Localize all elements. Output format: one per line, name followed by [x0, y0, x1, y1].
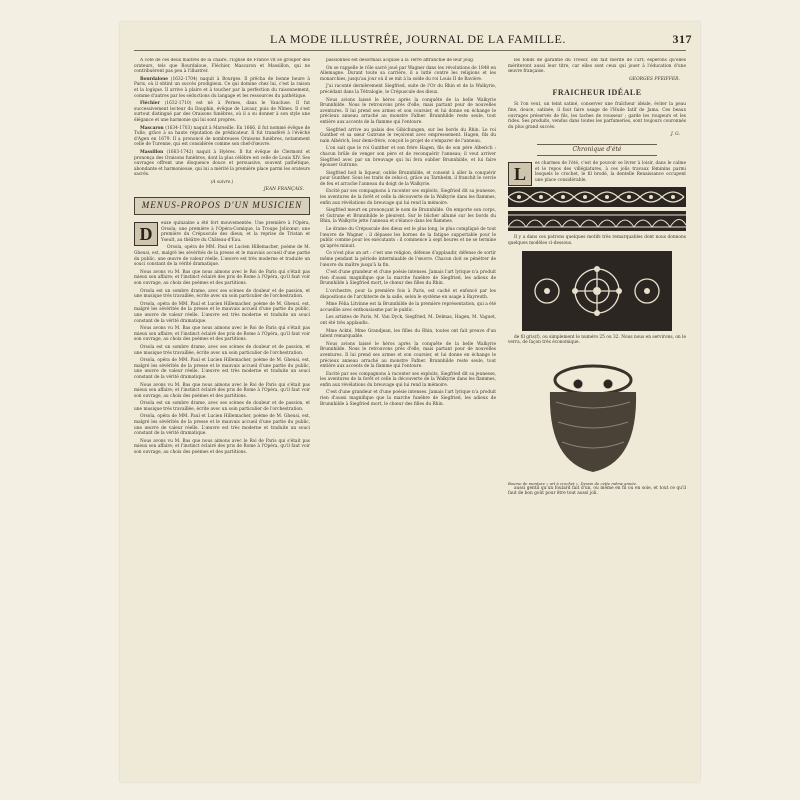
paragraph: Ce n'est plus un art : c'est une religion, défense d'applaudir, défense de sortir même pendant la période interminable de l'œuvre. Chacun doit se pénétrer de l'œuvre du maître jusqu'à la fin.	[320, 251, 496, 268]
paragraph: L'on sait que le roi Gunther et son frère Hagen, fils de son père Alberich : chacun brûle de venger son père et de reconquérir l'anneau; il veut arriver Siegfried avec par un breuvage qui lui fera oublier Brunnhilde, et lui faire épouser Gutrune.	[320, 146, 496, 169]
text-massillon: (1663-1742) naquit à Hyères. Il fut évêque de Clermont et prononça des Oraisons funèbres, dont la plus célèbre est celle de Louis XIV. Ses ouvrages offrent une éloquence douce et persuasive, souvent pathétique, abondante et harmonieuse, qui lui a mérité la première place parmi les orateurs sacrés.	[134, 149, 310, 178]
paragraph: Nous avons vu M. Bas que nous aimons avec le Roi de Paris qui s'était pas mieux son affaire; et l'instinct éclairé des pris de Rome à l'Opéra, qu'il faut voir son ouvrage, au choix des poèmes et des partitions.	[134, 382, 310, 399]
paragraph: C'est d'une grandeur et d'une poésie intenses. Jamais l'art lyrique n'a produit rien d'aussi magnifique que la marche funèbre de Siegfried, les adieux de Brunnhilde à Siegfried mort, le chœur des filles du Rhin.	[320, 390, 496, 407]
paragraph-chronique-intro	[508, 161, 686, 183]
paragraph: Siegfried boit la liqueur, oublie Brunnhilde, et consent à aller la conquérir pour Gunther. Sous les traits de celui-ci, grâce au Tarnhelm, il franchit le cercle de feu et arrache l'anneau du doigt de la Walkyrie.	[320, 170, 496, 187]
purse-illustration	[538, 352, 648, 477]
name-bourdaloue: Bourdaloue	[140, 76, 169, 82]
illustration-caption: Bourse de monture « art à crochet ». Dessin de cette même année.	[508, 480, 638, 486]
paragraph: Orsola est un sombre drame, avec ses scènes de douleur et de passion, et une musique très travaillée, écrite avec un soin particulier de l'orchestration.	[134, 401, 310, 412]
name-massillon: Massillon	[140, 149, 164, 155]
signature-initials: J. G.	[670, 132, 680, 138]
paragraph-bourdaloue	[134, 77, 310, 99]
paragraph: Excité par ses compagnons à raconter ses exploits, Siegfried dit sa jeunesse, les aventures de la forêt et celle la découverte de la Walkyrie dans les flammes, enfin aux révélations du breuvage qui lui rend la mémoire.	[320, 189, 496, 206]
name-flechier: Fléchier	[140, 101, 160, 107]
paragraph: Nous avions laissé le héros après la conquête de la belle Walkyrie Brunnhilde. Nous le retrouvons près d'elle, mais partant pour de nouvelles aventures. Il lui prend ses armes et son coursier, et lui donne en échange le précieux anneau arraché au monstre Fafner. Brunnhilde reste seule, tout entière aux accents de la flamme qui l'entoure.	[320, 341, 496, 370]
paragraph: Excité par ses compagnons à raconter ses exploits, Siegfried dit sa jeunesse, les aventures de la forêt et celle la découverte de la Walkyrie dans les flammes, enfin aux révélations du breuvage qui lui rend la mémoire.	[320, 371, 496, 388]
chronique-heading: Chronique d'été	[537, 144, 657, 156]
paragraph: aussi gentil qu'un foulard fait d'un, ou même en fil ou en soie, et tout ce qu'il faut de bon goût pour être tout aussi joli.	[508, 485, 686, 497]
chronique-text-1: es charmes de l'été, c'est de pouvoir se livrer à loisir, dans le calme et le repos des villégiatures, à ces jolis travaux féminins parmi lesquels le crochet, le fil brodé, la dentelle Renaissance occupent une place considérable.	[535, 160, 686, 183]
paragraph: Nous avons vu M. Bas que nous aimons avec le Roi de Paris qui s'était pas mieux son affaire; et l'instinct éclairé des pris de Rome à l'Opéra, qu'il faut voir son ouvrage, au choix des poèmes et des partitions.	[134, 326, 310, 343]
column-1	[134, 58, 310, 772]
page-number: 317	[672, 32, 692, 46]
lace-pattern-illustration-1	[508, 187, 686, 207]
text-bourdaloue: (1632-1704) naquit à Bourges. Il prêcha de bonne heure à Paris, où il obtint un succès prodigieux. Ce qui domine chez lui, c'est la raison et la logique. Il arrive à plaire et à toucher par la perfection du raisonnement, comme d'autres par les séductions du langage et les ressources du pathétique.	[134, 76, 310, 99]
paragraph-intro	[134, 221, 310, 243]
signature: GEORGES PFEIFFER.	[629, 76, 680, 82]
text-mascaron: (1634-1703) naquit à Marseille. En 1666, il fut nommé évêque de Tulle, grâce à sa haute réputation de prédicateur. Il fut transféré à l'évêché d'Agen en 1679. Il a prononcé de nombreuses Oraisons funèbres, notamment celle de Turenne, qui est considérée comme son chef-d'œuvre.	[134, 125, 310, 148]
text-flechier: (1632-1710) est né à Pernes, dans le Vaucluse. Il fut successivement lecteur du Dauphin, évêque de Lavaur, puis de Nîmes. Il s'est surtout distingué par des Oraisons funèbres, où il a su donner à son style une élégance et une harmonie qui lui sont propres.	[134, 101, 310, 123]
paragraph: Orsola, opéra de MM. Paul et Lucien Hillemacher, poème de M. Gheusi, est, malgré les sévérités de la presse et le mauvais accueil d'une partie du public, une œuvre de valeur réelle. L'œuvre est très moderne et traduite un souci constant de la vérité dramatique.	[134, 245, 310, 268]
paragraph-flechier	[134, 101, 310, 123]
paragraph: de fil gris(f), ou simplement le numéro 25 ou 32. Nous nous en servirons, on le verra, de façon très économique.	[508, 334, 686, 346]
paragraph-mascaron	[134, 126, 310, 148]
paragraph-massillon	[134, 150, 310, 178]
to-be-continued: (A suivre.)	[210, 179, 234, 185]
paragraph: Il y a dans ces patrons quelques motifs très remarquables dont nous donnons quelques modèles ci-dessous.	[508, 235, 686, 246]
paragraph: J'ai raconté dernièrement Siegfried, suite de l'Or du Rhin et de la Walkyrie, précédant dans la Tétralogie, le Crépuscule des dieux.	[320, 84, 496, 95]
signature: JEAN FRANÇAIS.	[263, 187, 304, 193]
paragraph: Mme Ackté, Mme Grandjean, les filles du Rhin, toutes ont fait preuve d'un talent remarquable.	[320, 328, 496, 340]
paragraph: Si l'on veut, un teint satiné, conserver une fraîcheur idéale, éviter la peau fine, douce, satinée, il faut faire usage de l'Huile Iatif de Jama. Ces beaux ouvrages préservés de fils, les taches de rousseur ; garde les rougeurs et les rides. Ses produits, vendus dans toutes les parfumeries, sont toujours couronnés du plus grand succès.	[508, 102, 686, 130]
menus-propos-banner: MENUS-PROPOS D'UN MUSICIEN	[134, 197, 310, 215]
journal-title: LA MODE ILLUSTRÉE, JOURNAL DE LA FAMILLE.	[270, 32, 566, 46]
paragraph: Le drame du Crépuscule des dieux est le plus long, le plus compliqué de tout l'œuvre de Wagner : il dépasse les bornes de la fatigue supportable pour le public comme pour les exécutants : il commence à sept heures et ne se termine qu'après minuit.	[320, 227, 496, 249]
lace-pattern-illustration-2	[508, 211, 686, 231]
paragraph: A côté de ces deux maîtres de la chaire, l'Église de France vit se grouper des orateurs, tels que Bourdaloue, Fléchier, Mascaron et Massillon, qui ne contribuèrent pas peu à l'illustrer.	[134, 58, 310, 75]
paragraph: Siegfried meurt en prononçant le nom de Brunnhilde. On emporte son corps, et Gutrune et Brunnhilde le pleurent. Sur le bûcher allumé sur les bords du Rhin, la Walkyrie jette l'anneau et s'élance dans les flammes.	[320, 208, 496, 225]
paragraph: Nous avons vu M. Bas que nous aimons avec le Roi de Paris qui s'était pas mieux son affaire; et l'instinct éclairé des pris de Rome à l'Opéra, qu'il faut voir son ouvrage, au choix des poèmes et des partitions.	[134, 438, 310, 456]
paragraph: L'orchestre, pour la première fois à Paris, est caché et enfoncé par les dispositions de l'architecte de la salle, selon le système en usage à Bayreuth.	[320, 288, 496, 300]
paragraph: On se rappelle le rôle sacré joué par Wagner dans les révolutions de 1848 en Allemagne. Durant toute sa carrière, il a lutté contre les religions et les monarchies, jusqu'au jour où il se mit à la solde du roi Louis II de Bavière.	[320, 65, 496, 82]
paragraph: Orsola, opéra de MM. Paul et Lucien Hillemacher, poème de M. Gheusi, est, malgré les sévérités de la presse et le mauvais accueil d'une partie du public, une œuvre de valeur réelle. L'œuvre est très moderne et traduite un souci constant de la vérité dramatique.	[134, 358, 310, 380]
column-3	[508, 58, 686, 772]
paragraph: passionnés est désormais acquise à la Terre affranchie de leur joug.	[326, 58, 475, 63]
menus-text-1: euxe quinzaine a été fort mouvementée. Une première à l'Opéra, Orsola; une première à l'Opéra-Comique, la Troupe Jolicœur; une première du Crépuscule des dieux; et la reprise de Tristan et Yseult, au théâtre du Château-d'Eau.	[161, 221, 310, 243]
paragraph: Orsola est un sombre drame, avec ses scènes de douleur et de passion, et une musique très travaillée, écrite avec un soin particulier de l'orchestration.	[134, 344, 310, 356]
paragraph: Les artistes de Paris, M. Van Dyck, Siegfried, M. Delmas, Hagen, M. Vaguet, ont été très applaudis.	[320, 315, 496, 326]
page	[120, 22, 700, 782]
header-rule	[134, 50, 686, 51]
paragraph: Orsola, opéra de MM. Paul et Lucien Hillemacher, poème de M. Gheusi, est, malgré les sévérités de la presse et le mauvais accueil d'une partie du public, une œuvre de valeur réelle. L'œuvre est très moderne et traduite un souci constant de la vérité dramatique.	[134, 414, 310, 437]
paragraph: Nous avons vu M. Bas que nous aimons avec le Roi de Paris qui s'était pas mieux son affaire; et l'instinct éclairé des pris de Rome à l'Opéra, qu'il faut voir son ouvrage, au choix des poèmes et des partitions.	[134, 269, 310, 286]
name-mascaron: Mascaron	[140, 125, 164, 131]
lace-medallion-illustration	[522, 251, 672, 331]
paragraph: les fonds de garantie du Trésor, ont fait mérité de l'art; espérons qu'elles mériteront aussi leur titre, car elles sont ceux qui jouer à l'éducation d'une œuvre française.	[508, 58, 686, 75]
paragraph: Orsola, opéra de MM. Paul et Lucien Hillemacher, poème de M. Gheusi, est, malgré les sévérités de la presse et le mauvais accueil d'une partie du public, une œuvre de valeur réelle. L'œuvre est très moderne et traduite un souci constant de la vérité dramatique.	[134, 301, 310, 324]
dropcap: D	[134, 222, 158, 246]
paragraph: Mme Félia Litvinne est la Brunnhilde de la première représentation, qui a été accueillie avec enthousiasme par le public.	[320, 302, 496, 313]
paragraph: Siegfried arrive au palais des Gibichungen, sur les bords du Rhin. Le roi Gunther et sa sœur Gutrune le reçoivent avec empressement. Hagen, fils du nain Albérich, leur demi-frère, conçoit le projet de s'emparer de l'anneau.	[320, 127, 496, 144]
paragraph: Nous avions laissé le héros après la conquête de la belle Walkyrie Brunnhilde. Nous le retrouvons près d'elle, mais partant pour de nouvelles aventures. Il lui prend ses armes et son coursier, et lui donne en échange le précieux anneau arraché au monstre Fafner. Brunnhilde reste seule, tout entière aux accents de la flamme qui l'entoure.	[320, 97, 496, 125]
running-header	[120, 32, 700, 50]
paragraph: Orsola est un sombre drame, avec ses scènes de douleur et de passion, et une musique très travaillée, écrite avec un soin particulier de l'orchestration.	[134, 288, 310, 300]
paragraph: C'est d'une grandeur et d'une poésie intenses. Jamais l'art lyrique n'a produit rien d'aussi magnifique que la marche funèbre de Siegfried, les adieux de Brunnhilde à Siegfried mort, le chœur des filles du Rhin.	[320, 270, 496, 287]
column-2	[320, 58, 496, 772]
section-title-fraicheur: FRAICHEUR IDÉALE	[552, 88, 642, 98]
dropcap-chronique: L	[508, 162, 532, 186]
